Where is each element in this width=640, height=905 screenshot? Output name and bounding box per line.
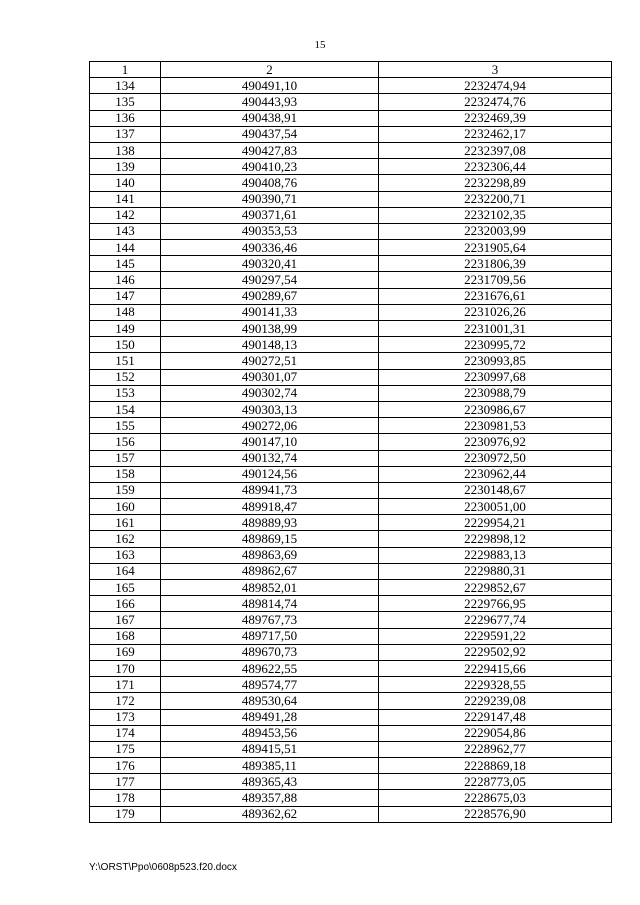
y-coordinate-cell: 2228869,18 xyxy=(379,758,612,774)
point-number-cell: 153 xyxy=(90,385,161,401)
table-row xyxy=(90,434,612,450)
y-coordinate-cell: 2231001,31 xyxy=(379,321,612,337)
x-coordinate-cell: 490147,10 xyxy=(161,434,379,450)
x-coordinate-cell: 489670,73 xyxy=(161,644,379,660)
y-coordinate-cell: 2232102,35 xyxy=(379,207,612,223)
table-row xyxy=(90,142,612,158)
point-number-cell: 150 xyxy=(90,337,161,353)
point-number-cell: 136 xyxy=(90,110,161,126)
table-header-row xyxy=(90,62,612,78)
x-coordinate-cell: 489869,15 xyxy=(161,531,379,547)
point-number-cell: 175 xyxy=(90,741,161,757)
x-coordinate-cell: 489767,73 xyxy=(161,612,379,628)
point-number-cell: 166 xyxy=(90,596,161,612)
table-row xyxy=(90,515,612,531)
x-coordinate-cell: 489863,69 xyxy=(161,547,379,563)
y-coordinate-cell: 2230972,50 xyxy=(379,450,612,466)
point-number-cell: 149 xyxy=(90,321,161,337)
point-number-cell: 134 xyxy=(90,78,161,94)
x-coordinate-cell: 489357,88 xyxy=(161,790,379,806)
y-coordinate-cell: 2228675,03 xyxy=(379,790,612,806)
table-row xyxy=(90,531,612,547)
table-row xyxy=(90,660,612,676)
y-coordinate-cell: 2230981,53 xyxy=(379,418,612,434)
table-row xyxy=(90,401,612,417)
table-row xyxy=(90,110,612,126)
x-coordinate-cell: 490491,10 xyxy=(161,78,379,94)
y-coordinate-cell: 2230995,72 xyxy=(379,337,612,353)
table-row xyxy=(90,806,612,822)
x-coordinate-cell: 490303,13 xyxy=(161,401,379,417)
x-coordinate-cell: 489717,50 xyxy=(161,628,379,644)
point-number-cell: 142 xyxy=(90,207,161,223)
point-number-cell: 157 xyxy=(90,450,161,466)
x-coordinate-cell: 489862,67 xyxy=(161,563,379,579)
x-coordinate-cell: 490272,06 xyxy=(161,418,379,434)
point-number-cell: 176 xyxy=(90,758,161,774)
table-row xyxy=(90,758,612,774)
y-coordinate-cell: 2232474,76 xyxy=(379,94,612,110)
point-number-cell: 167 xyxy=(90,612,161,628)
table-row xyxy=(90,628,612,644)
page-number: 15 xyxy=(314,39,326,51)
table-row xyxy=(90,418,612,434)
y-coordinate-cell: 2230148,67 xyxy=(379,482,612,498)
table-row xyxy=(90,159,612,175)
x-coordinate-cell: 490371,61 xyxy=(161,207,379,223)
point-number-cell: 151 xyxy=(90,353,161,369)
x-coordinate-cell: 489362,62 xyxy=(161,806,379,822)
table-row xyxy=(90,499,612,515)
y-coordinate-cell: 2231709,56 xyxy=(379,272,612,288)
x-coordinate-cell: 489941,73 xyxy=(161,482,379,498)
y-coordinate-cell: 2229328,55 xyxy=(379,677,612,693)
point-number-cell: 179 xyxy=(90,806,161,822)
y-coordinate-cell: 2230986,67 xyxy=(379,401,612,417)
point-number-cell: 159 xyxy=(90,482,161,498)
point-number-cell: 139 xyxy=(90,159,161,175)
point-number-cell: 143 xyxy=(90,223,161,239)
x-coordinate-cell: 490443,93 xyxy=(161,94,379,110)
y-coordinate-cell: 2230962,44 xyxy=(379,466,612,482)
point-number-cell: 137 xyxy=(90,126,161,142)
x-coordinate-cell: 489918,47 xyxy=(161,499,379,515)
x-coordinate-cell: 489453,56 xyxy=(161,725,379,741)
x-coordinate-cell: 489491,28 xyxy=(161,709,379,725)
table-row xyxy=(90,596,612,612)
table-row xyxy=(90,790,612,806)
x-coordinate-cell: 489530,64 xyxy=(161,693,379,709)
table-row xyxy=(90,321,612,337)
table-row xyxy=(90,288,612,304)
point-number-cell: 155 xyxy=(90,418,161,434)
point-number-cell: 162 xyxy=(90,531,161,547)
y-coordinate-cell: 2232298,89 xyxy=(379,175,612,191)
table-row xyxy=(90,677,612,693)
y-coordinate-cell: 2229883,13 xyxy=(379,547,612,563)
table-row xyxy=(90,482,612,498)
y-coordinate-cell: 2229677,74 xyxy=(379,612,612,628)
point-number-cell: 156 xyxy=(90,434,161,450)
x-coordinate-cell: 489365,43 xyxy=(161,774,379,790)
x-coordinate-cell: 490302,74 xyxy=(161,385,379,401)
x-coordinate-cell: 490272,51 xyxy=(161,353,379,369)
table-row xyxy=(90,741,612,757)
y-coordinate-cell: 2228962,77 xyxy=(379,741,612,757)
y-coordinate-cell: 2229054,86 xyxy=(379,725,612,741)
x-coordinate-cell: 489852,01 xyxy=(161,580,379,596)
point-number-cell: 144 xyxy=(90,240,161,256)
table-row xyxy=(90,175,612,191)
y-coordinate-cell: 2229147,48 xyxy=(379,709,612,725)
table-row xyxy=(90,450,612,466)
x-coordinate-cell: 490336,46 xyxy=(161,240,379,256)
point-number-cell: 145 xyxy=(90,256,161,272)
table-row xyxy=(90,709,612,725)
x-coordinate-cell: 490427,83 xyxy=(161,142,379,158)
x-coordinate-cell: 489814,74 xyxy=(161,596,379,612)
y-coordinate-cell: 2230993,85 xyxy=(379,353,612,369)
x-coordinate-cell: 490132,74 xyxy=(161,450,379,466)
point-number-cell: 168 xyxy=(90,628,161,644)
y-coordinate-cell: 2229239,08 xyxy=(379,693,612,709)
y-coordinate-cell: 2230976,92 xyxy=(379,434,612,450)
point-number-cell: 147 xyxy=(90,288,161,304)
y-coordinate-cell: 2228576,90 xyxy=(379,806,612,822)
y-coordinate-cell: 2229898,12 xyxy=(379,531,612,547)
table-row xyxy=(90,223,612,239)
y-coordinate-cell: 2232200,71 xyxy=(379,191,612,207)
y-coordinate-cell: 2229852,67 xyxy=(379,580,612,596)
x-coordinate-cell: 490124,56 xyxy=(161,466,379,482)
point-number-cell: 173 xyxy=(90,709,161,725)
y-coordinate-cell: 2229415,66 xyxy=(379,660,612,676)
point-number-cell: 169 xyxy=(90,644,161,660)
y-coordinate-cell: 2230988,79 xyxy=(379,385,612,401)
y-coordinate-cell: 2228773,05 xyxy=(379,774,612,790)
x-coordinate-cell: 490410,23 xyxy=(161,159,379,175)
x-coordinate-cell: 490408,76 xyxy=(161,175,379,191)
point-number-cell: 152 xyxy=(90,369,161,385)
point-number-cell: 163 xyxy=(90,547,161,563)
table-row xyxy=(90,94,612,110)
point-number-cell: 178 xyxy=(90,790,161,806)
point-number-cell: 170 xyxy=(90,660,161,676)
x-coordinate-cell: 489415,51 xyxy=(161,741,379,757)
table-row xyxy=(90,725,612,741)
y-coordinate-cell: 2229880,31 xyxy=(379,563,612,579)
x-coordinate-cell: 489889,93 xyxy=(161,515,379,531)
header-cell-2: 2 xyxy=(161,62,379,78)
table-row xyxy=(90,304,612,320)
point-number-cell: 171 xyxy=(90,677,161,693)
y-coordinate-cell: 2229591,22 xyxy=(379,628,612,644)
y-coordinate-cell: 2231806,39 xyxy=(379,256,612,272)
y-coordinate-cell: 2229954,21 xyxy=(379,515,612,531)
x-coordinate-cell: 490141,33 xyxy=(161,304,379,320)
header-cell-1: 1 xyxy=(90,62,161,78)
y-coordinate-cell: 2230051,00 xyxy=(379,499,612,515)
point-number-cell: 146 xyxy=(90,272,161,288)
table-row xyxy=(90,78,612,94)
table-row xyxy=(90,337,612,353)
header-cell-3: 3 xyxy=(379,62,612,78)
point-number-cell: 172 xyxy=(90,693,161,709)
x-coordinate-cell: 490289,67 xyxy=(161,288,379,304)
table-row xyxy=(90,240,612,256)
table-row xyxy=(90,644,612,660)
table-row xyxy=(90,466,612,482)
x-coordinate-cell: 489385,11 xyxy=(161,758,379,774)
y-coordinate-cell: 2231905,64 xyxy=(379,240,612,256)
point-number-cell: 161 xyxy=(90,515,161,531)
y-coordinate-cell: 2230997,68 xyxy=(379,369,612,385)
y-coordinate-cell: 2229502,92 xyxy=(379,644,612,660)
x-coordinate-cell: 490148,13 xyxy=(161,337,379,353)
point-number-cell: 135 xyxy=(90,94,161,110)
table-row xyxy=(90,256,612,272)
footer-file-path: Y:\ORST\Ppo\0608p523.f20.docx xyxy=(89,862,237,873)
x-coordinate-cell: 490301,07 xyxy=(161,369,379,385)
point-number-cell: 164 xyxy=(90,563,161,579)
point-number-cell: 165 xyxy=(90,580,161,596)
y-coordinate-cell: 2231676,61 xyxy=(379,288,612,304)
x-coordinate-cell: 490138,99 xyxy=(161,321,379,337)
table-row xyxy=(90,353,612,369)
x-coordinate-cell: 490437,54 xyxy=(161,126,379,142)
x-coordinate-cell: 490353,53 xyxy=(161,223,379,239)
point-number-cell: 138 xyxy=(90,142,161,158)
table-row xyxy=(90,369,612,385)
point-number-cell: 154 xyxy=(90,401,161,417)
table-row xyxy=(90,693,612,709)
y-coordinate-cell: 2232397,08 xyxy=(379,142,612,158)
table-row xyxy=(90,547,612,563)
x-coordinate-cell: 490320,41 xyxy=(161,256,379,272)
table-row xyxy=(90,126,612,142)
x-coordinate-cell: 489574,77 xyxy=(161,677,379,693)
x-coordinate-cell: 490390,71 xyxy=(161,191,379,207)
point-number-cell: 177 xyxy=(90,774,161,790)
table-row xyxy=(90,207,612,223)
table-row xyxy=(90,563,612,579)
y-coordinate-cell: 2231026,26 xyxy=(379,304,612,320)
point-number-cell: 160 xyxy=(90,499,161,515)
point-number-cell: 148 xyxy=(90,304,161,320)
x-coordinate-cell: 490297,54 xyxy=(161,272,379,288)
point-number-cell: 158 xyxy=(90,466,161,482)
table-row xyxy=(90,580,612,596)
y-coordinate-cell: 2232306,44 xyxy=(379,159,612,175)
table-row xyxy=(90,191,612,207)
table-row xyxy=(90,385,612,401)
x-coordinate-cell: 489622,55 xyxy=(161,660,379,676)
x-coordinate-cell: 490438,91 xyxy=(161,110,379,126)
coordinates-table xyxy=(89,61,612,823)
point-number-cell: 140 xyxy=(90,175,161,191)
point-number-cell: 174 xyxy=(90,725,161,741)
y-coordinate-cell: 2232469,39 xyxy=(379,110,612,126)
y-coordinate-cell: 2232003,99 xyxy=(379,223,612,239)
y-coordinate-cell: 2232474,94 xyxy=(379,78,612,94)
table-row xyxy=(90,272,612,288)
table-row xyxy=(90,612,612,628)
y-coordinate-cell: 2232462,17 xyxy=(379,126,612,142)
point-number-cell: 141 xyxy=(90,191,161,207)
y-coordinate-cell: 2229766,95 xyxy=(379,596,612,612)
table-row xyxy=(90,774,612,790)
